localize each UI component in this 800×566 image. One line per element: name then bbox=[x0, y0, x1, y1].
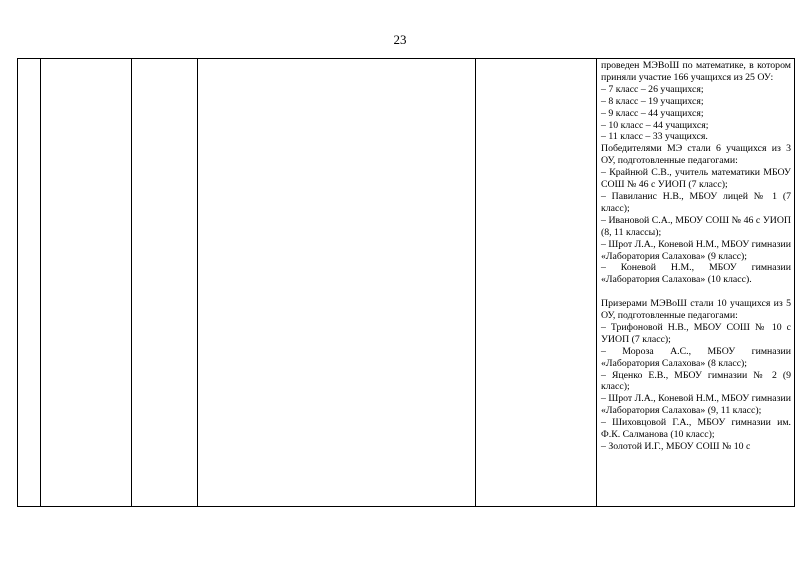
paragraph: – Золотой И.Г., МБОУ СОШ № 10 с bbox=[601, 440, 751, 452]
document-table bbox=[17, 58, 795, 507]
table-cell-3 bbox=[132, 59, 198, 507]
page-number: 23 bbox=[393, 32, 407, 47]
paragraph: – 10 класс – 44 учащихся; bbox=[601, 119, 709, 131]
paragraph: – Мороза А.С., МБОУ гимназии «Лаборатория Салахова» (8 класс); bbox=[601, 345, 791, 369]
paragraph: – Шиховцовой Г.А., МБОУ гимназии им. Ф.К. Салманова (10 класс); bbox=[601, 417, 791, 441]
paragraph: – Коневой Н.М., МБОУ гимназии «Лаборатория Салахова» (10 класс). bbox=[601, 262, 791, 286]
paragraph: – Шрот Л.А., Коневой Н.М., МБОУ гимназии «Лаборатория Салахова» (9 класс); bbox=[601, 238, 792, 262]
paragraph: – Павиланис Н.В., МБОУ лицей № 1 (7 класс); bbox=[601, 190, 791, 214]
paragraph: – 11 класс – 33 учащихся. bbox=[601, 131, 708, 143]
paragraph: – 7 класс – 26 учащихся; bbox=[601, 83, 704, 95]
paragraph: – 8 класс – 19 учащихся; bbox=[601, 95, 704, 107]
paragraph-gap bbox=[601, 286, 791, 298]
paragraph: проведен МЭВоШ по математике, в котором приняли участие 166 учащихся из 25 ОУ: bbox=[601, 60, 791, 83]
cell-text-block bbox=[597, 59, 794, 453]
table-cell-4 bbox=[198, 59, 476, 507]
paragraph: – Ивановой С.А., МБОУ СОШ № 46 с УИОП (8, 11 классы); bbox=[601, 214, 791, 238]
paragraph: – Крайнюй С.В., учитель математики МБОУ СОШ № 46 с УИОП (7 класс); bbox=[601, 167, 791, 191]
paragraph: – Трифоновой Н.В., МБОУ СОШ № 10 с УИОП (7 класс); bbox=[601, 321, 791, 345]
table-cell-2 bbox=[41, 59, 132, 507]
table-cell-6 bbox=[597, 59, 795, 507]
paragraph: Победителями МЭ стали 6 учащихся из 3 ОУ, подготовленные педагогами: bbox=[601, 143, 791, 167]
paragraph: – Яценко Е.В., МБОУ гимназии № 2 (9 класс); bbox=[601, 369, 791, 393]
paragraph: Призерами МЭВоШ стали 10 учащихся из 5 ОУ, подготовленные педагогами: bbox=[601, 298, 791, 322]
paragraph: – 9 класс – 44 учащихся; bbox=[601, 107, 704, 119]
table-cell-5 bbox=[476, 59, 597, 507]
table-cell-1 bbox=[18, 59, 41, 507]
table-row bbox=[18, 59, 795, 507]
paragraph: – Шрот Л.А., Коневой Н.М., МБОУ гимназии «Лаборатория Салахова» (9, 11 класс); bbox=[601, 393, 792, 417]
